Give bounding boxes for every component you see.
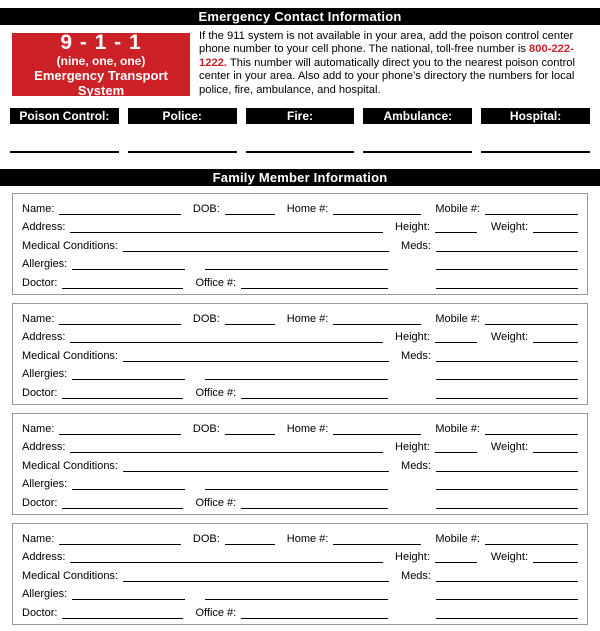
emergency-section-header: Emergency Contact Information xyxy=(0,8,600,25)
address-label: Address: xyxy=(22,221,66,234)
name-write-line xyxy=(59,214,180,215)
contact-field-hospital xyxy=(481,108,590,153)
weight-write-line xyxy=(533,342,578,343)
meds-label: Meds: xyxy=(401,569,431,582)
police-label: Police: xyxy=(128,108,237,124)
dob-write-line xyxy=(225,214,275,215)
medical-conditions-write-line xyxy=(123,471,389,472)
address-label: Address: xyxy=(22,331,66,344)
meds-write-line xyxy=(436,361,578,362)
allergies-write-line xyxy=(72,379,185,380)
poison-control-phone-number: 800-222-1222. xyxy=(199,43,574,69)
meds-extra-write-line-2 xyxy=(436,288,578,289)
medical-conditions-label: Medical Conditions: xyxy=(22,569,118,582)
address-write-line xyxy=(70,342,383,343)
instructions-text-before: If the 911 system is not available in your area, add the poison control center phone number to your cell phone. The national, toll-free number is xyxy=(199,30,574,56)
height-label: Height: xyxy=(395,551,430,564)
member-row-doctor xyxy=(22,491,578,510)
fire-label: Fire: xyxy=(246,108,355,124)
family-section-header: Family Member Information xyxy=(0,169,600,186)
member-row-name xyxy=(22,417,578,436)
member-row-name xyxy=(22,307,578,326)
allergies-label: Allergies: xyxy=(22,258,68,271)
address-label: Address: xyxy=(22,441,66,454)
mobile-phone-write-line xyxy=(485,214,578,215)
meds-write-line xyxy=(436,581,578,582)
name-write-line xyxy=(59,544,180,545)
meds-write-line xyxy=(436,251,578,252)
member-row-medical xyxy=(22,344,578,363)
office-phone-label: Office #: xyxy=(195,386,237,399)
allergies-extra-write-line xyxy=(205,489,388,490)
meds-label: Meds: xyxy=(401,349,431,362)
name-label: Name: xyxy=(22,202,55,215)
member-row-address xyxy=(22,326,578,345)
home-phone-label: Home #: xyxy=(286,422,329,435)
home-phone-write-line xyxy=(333,434,421,435)
medical-conditions-write-line xyxy=(123,361,389,362)
instructions-text-after: This number will automatically direct you to the nearest poison control center in your area. Also add to your phone’s directory the numbers for local police, fire, ambulance, and hospital. xyxy=(199,56,576,96)
doctor-write-line xyxy=(62,508,183,509)
name-label: Name: xyxy=(22,422,55,435)
weight-write-line xyxy=(533,452,578,453)
weight-label: Weight: xyxy=(490,221,528,234)
weight-label: Weight: xyxy=(490,441,528,454)
meds-extra-write-line-2 xyxy=(436,618,578,619)
emergency-transport-label: Emergency Transport System xyxy=(34,67,168,98)
hospital-label: Hospital: xyxy=(481,108,590,124)
medical-conditions-write-line xyxy=(123,251,389,252)
weight-label: Weight: xyxy=(490,331,528,344)
address-write-line xyxy=(70,232,383,233)
doctor-label: Doctor: xyxy=(22,496,58,509)
member-row-doctor xyxy=(22,381,578,400)
mobile-phone-write-line xyxy=(485,434,578,435)
medical-conditions-write-line xyxy=(123,581,389,582)
meds-label: Meds: xyxy=(401,459,431,472)
meds-extra-write-line-2 xyxy=(436,508,578,509)
member-row-address xyxy=(22,216,578,235)
member-row-name xyxy=(22,197,578,216)
dob-label: DOB: xyxy=(192,312,220,325)
allergies-extra-write-line xyxy=(205,269,388,270)
meds-extra-write-line-1 xyxy=(436,599,578,600)
member-row-allergies xyxy=(22,363,578,382)
height-write-line xyxy=(435,232,477,233)
medical-conditions-label: Medical Conditions: xyxy=(22,349,118,362)
member-row-doctor xyxy=(22,271,578,290)
dob-write-line xyxy=(225,324,275,325)
name-label: Name: xyxy=(22,312,55,325)
office-phone-write-line xyxy=(241,398,388,399)
home-phone-write-line xyxy=(333,214,421,215)
weight-label: Weight: xyxy=(490,551,528,564)
family-member-block xyxy=(12,413,588,515)
member-row-allergies xyxy=(22,253,578,272)
medical-conditions-label: Medical Conditions: xyxy=(22,459,118,472)
call-911-row xyxy=(12,30,588,98)
doctor-write-line xyxy=(62,398,183,399)
contact-field-ambulance xyxy=(363,108,472,153)
doctor-write-line xyxy=(62,288,183,289)
meds-extra-write-line-1 xyxy=(436,489,578,490)
doctor-label: Doctor: xyxy=(22,606,58,619)
office-phone-write-line xyxy=(241,618,388,619)
office-phone-label: Office #: xyxy=(195,496,237,509)
member-row-allergies xyxy=(22,473,578,492)
address-label: Address: xyxy=(22,551,66,564)
name-write-line xyxy=(59,434,180,435)
dob-label: DOB: xyxy=(192,532,220,545)
allergies-label: Allergies: xyxy=(22,478,68,491)
ambulance-write-line xyxy=(363,151,472,153)
mobile-phone-write-line xyxy=(485,324,578,325)
office-phone-write-line xyxy=(241,288,388,289)
allergies-write-line xyxy=(72,489,185,490)
contact-field-police xyxy=(128,108,237,153)
allergies-label: Allergies: xyxy=(22,368,68,381)
allergies-write-line xyxy=(72,599,185,600)
meds-label: Meds: xyxy=(401,239,431,252)
member-row-medical xyxy=(22,564,578,583)
member-row-address xyxy=(22,546,578,565)
contact-field-poison-control xyxy=(10,108,119,153)
dob-label: DOB: xyxy=(192,202,220,215)
height-write-line xyxy=(435,562,477,563)
allergies-extra-write-line xyxy=(205,599,388,600)
member-row-medical xyxy=(22,454,578,473)
height-label: Height: xyxy=(395,331,430,344)
address-write-line xyxy=(70,452,383,453)
height-label: Height: xyxy=(395,441,430,454)
mobile-phone-label: Mobile #: xyxy=(435,422,480,435)
family-member-block xyxy=(12,523,588,625)
medical-conditions-label: Medical Conditions: xyxy=(22,239,118,252)
member-row-doctor xyxy=(22,601,578,620)
hospital-write-line xyxy=(481,151,590,153)
address-write-line xyxy=(70,562,383,563)
doctor-label: Doctor: xyxy=(22,386,58,399)
family-member-block xyxy=(12,303,588,405)
meds-extra-write-line-1 xyxy=(436,269,578,270)
poison-control-write-line xyxy=(10,151,119,153)
police-write-line xyxy=(128,151,237,153)
allergies-extra-write-line xyxy=(205,379,388,380)
doctor-write-line xyxy=(62,618,183,619)
doctor-label: Doctor: xyxy=(22,277,58,289)
fire-write-line xyxy=(246,151,355,153)
mobile-phone-write-line xyxy=(485,544,578,545)
home-phone-label: Home #: xyxy=(286,532,329,545)
family-member-block xyxy=(12,193,588,295)
weight-write-line xyxy=(533,232,578,233)
member-row-medical xyxy=(22,234,578,253)
emergency-contacts-row xyxy=(10,108,590,153)
emergency-contact-form xyxy=(0,8,600,625)
name-write-line xyxy=(59,324,180,325)
mobile-phone-label: Mobile #: xyxy=(435,312,480,325)
meds-write-line xyxy=(436,471,578,472)
allergies-write-line xyxy=(72,269,185,270)
height-write-line xyxy=(435,342,477,343)
poison-control-label: Poison Control: xyxy=(10,108,119,124)
call-911-box xyxy=(12,30,190,98)
meds-extra-write-line-2 xyxy=(436,398,578,399)
weight-write-line xyxy=(533,562,578,563)
contact-field-fire xyxy=(246,108,355,153)
allergies-label: Allergies: xyxy=(22,588,68,601)
family-member-blocks xyxy=(0,193,600,625)
home-phone-write-line xyxy=(333,544,421,545)
office-phone-write-line xyxy=(241,508,388,509)
meds-extra-write-line-1 xyxy=(436,379,578,380)
member-row-name xyxy=(22,527,578,546)
height-write-line xyxy=(435,452,477,453)
mobile-phone-label: Mobile #: xyxy=(435,532,480,545)
office-phone-label: Office #: xyxy=(195,277,237,289)
ambulance-label: Ambulance: xyxy=(363,108,472,124)
member-row-allergies xyxy=(22,583,578,602)
mobile-phone-label: Mobile #: xyxy=(435,202,480,215)
name-label: Name: xyxy=(22,532,55,545)
dob-write-line xyxy=(225,434,275,435)
office-phone-label: Office #: xyxy=(195,606,237,619)
number-911-phonetic: (nine, one, one) xyxy=(56,53,146,68)
dob-write-line xyxy=(225,544,275,545)
home-phone-label: Home #: xyxy=(286,202,329,215)
dob-label: DOB: xyxy=(192,422,220,435)
number-911: 9 - 1 - 1 xyxy=(60,30,142,54)
height-label: Height: xyxy=(395,221,430,234)
poison-control-instructions xyxy=(199,30,588,97)
home-phone-write-line xyxy=(333,324,421,325)
member-row-address xyxy=(22,436,578,455)
home-phone-label: Home #: xyxy=(286,312,329,325)
